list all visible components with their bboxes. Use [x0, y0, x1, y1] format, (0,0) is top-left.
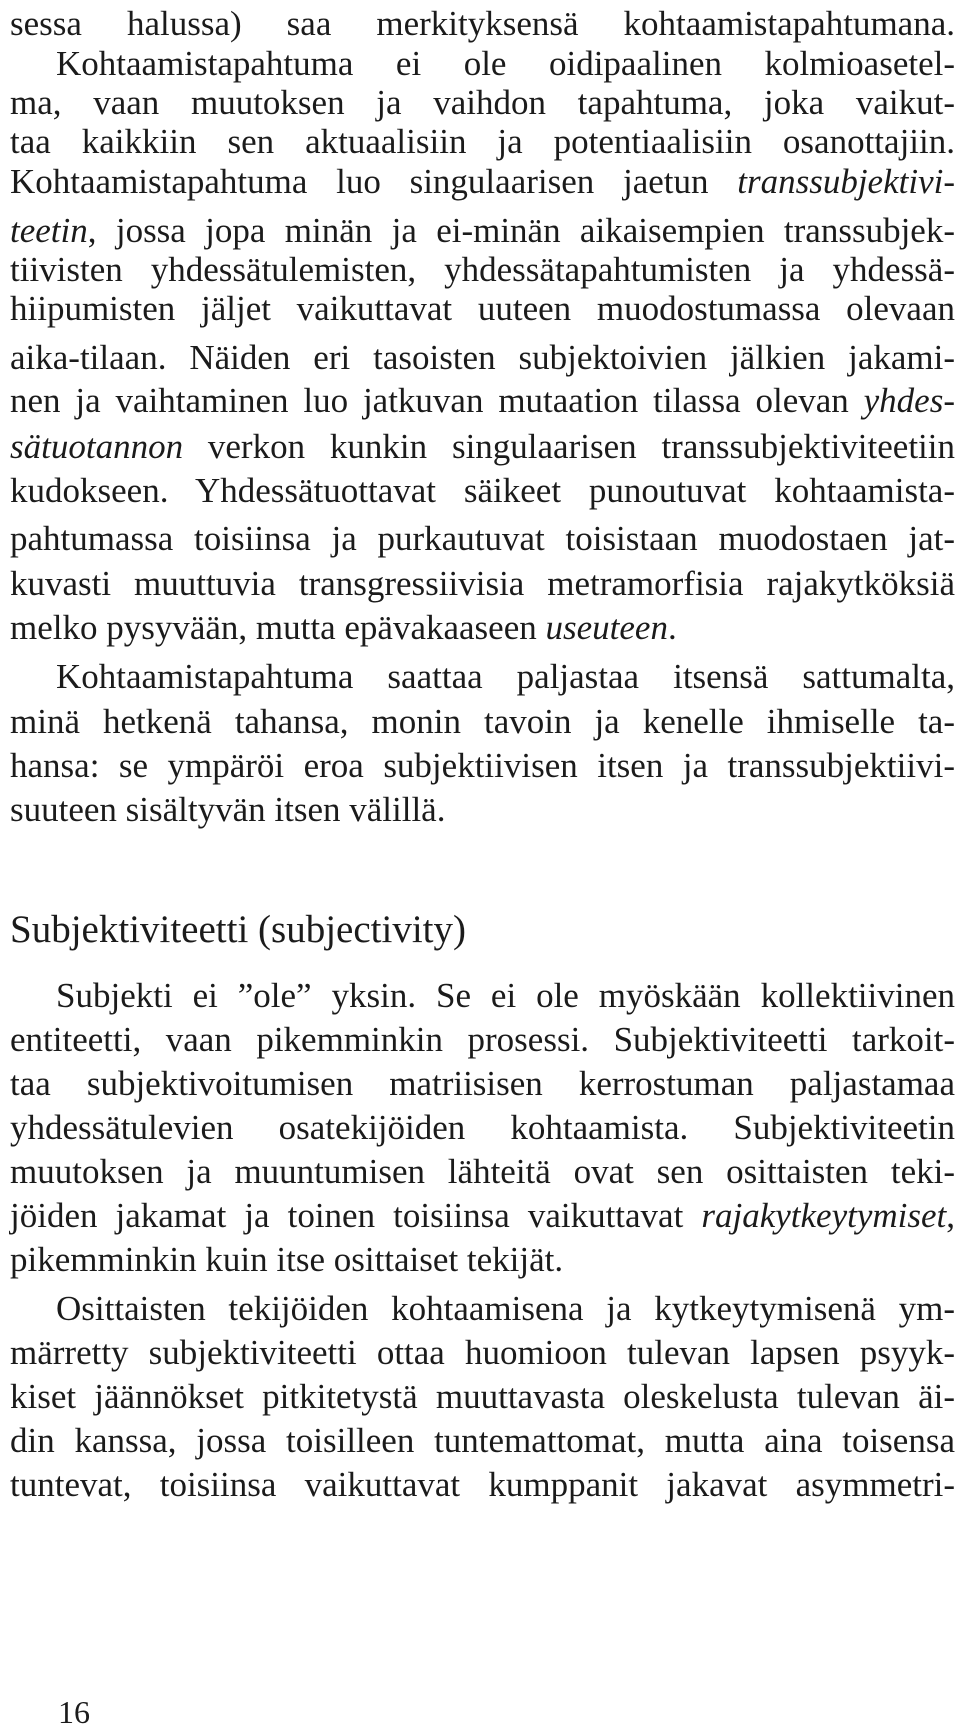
- italic-term: yhdes-: [863, 381, 955, 420]
- text-line: tiivisten yhdessätulemisten, yhdessätapahtumisten ja yhdessä-: [10, 250, 955, 289]
- text-segment: .: [667, 608, 677, 647]
- text-line: tuntevat, toisiinsa vaikuttavat kumppanit jakavat asymmetri-: [10, 1465, 955, 1504]
- text-line: hiipumisten jäljet vaikuttavat uuteen muodostumassa olevaan: [10, 289, 955, 328]
- text-segment: , jossa jopa minän ja ei-minän aikaisempien transsubjek-: [87, 211, 955, 250]
- text-line: hansa: se ympäröi eroa subjektiivisen itsen ja transsubjektiivi-: [10, 746, 955, 785]
- text-line: kudokseen. Yhdessätuottavat säikeet punoutuvat kohtaamista-: [10, 471, 955, 510]
- text-line: taa subjektivoitumisen matriisisen kerrostuman paljastamaa: [10, 1064, 955, 1103]
- text-line: entiteetti, vaan pikemminkin prosessi. Subjektiviteetti tarkoit-: [10, 1020, 955, 1059]
- text-line: aika-tilaan. Näiden eri tasoisten subjektoivien jälkien jakami-: [10, 338, 955, 377]
- text-line: [10, 377, 955, 425]
- section-heading: Subjektiviteetti (subjectivity): [10, 908, 467, 951]
- text-line: taa kaikkiin sen aktuaalisiin ja potentiaalisiin osanottajiin.: [10, 122, 955, 161]
- text-line: muutoksen ja muuntumisen lähteitä ovat sen osittaisten teki-: [10, 1152, 955, 1191]
- text-line: Osittaisten tekijöiden kohtaamisena ja kytkeytymisenä ym-: [56, 1289, 955, 1328]
- italic-term: teetin: [10, 211, 88, 250]
- text-line: kiset jäännökset pitkitetystä muuttavasta oleskelusta tulevan äi-: [10, 1377, 955, 1416]
- text-line: pikemminkin kuin itse osittaiset tekijät.: [10, 1240, 564, 1279]
- text-line: [10, 423, 955, 471]
- italic-term: sätuotannon: [10, 427, 184, 466]
- text-segment: Kohtaamistapahtuma luo singulaarisen jaetun: [10, 162, 709, 201]
- text-segment: jöiden jakamat ja toinen toisiinsa vaikuttavat: [10, 1196, 684, 1235]
- text-line: sessa halussa) saa merkityksensä kohtaamistapahtumana.: [10, 4, 955, 43]
- text-line: [10, 158, 955, 206]
- text-line: ma, vaan muutoksen ja vaihdon tapahtuma, joka vaikut-: [10, 83, 955, 122]
- text-line: Kohtaamistapahtuma ei ole oidipaalinen kolmioasetel-: [56, 44, 955, 83]
- page-number: 16: [58, 1694, 90, 1730]
- text-segment: melko pysyvään, mutta epävakaaseen: [10, 608, 537, 647]
- text-line: Subjekti ei ”ole” yksin. Se ei ole myöskään kollektiivinen: [56, 976, 955, 1015]
- text-line: märretty subjektiviteetti ottaa huomioon tulevan lapsen psyyk-: [10, 1333, 955, 1372]
- text-segment: nen ja vaihtaminen luo jatkuvan mutaation tilassa olevan: [10, 381, 849, 420]
- text-line: [10, 604, 955, 652]
- text-line: Kohtaamistapahtuma saattaa paljastaa itsensä sattumalta,: [56, 657, 955, 696]
- text-segment: verkon kunkin singulaarisen transsubjektiviteetiin: [183, 427, 955, 466]
- italic-term: rajakytkeytymiset: [701, 1196, 947, 1235]
- italic-term: transsubjektivi-: [737, 162, 955, 201]
- italic-term: useuteen: [545, 608, 668, 647]
- text-segment: ,: [946, 1196, 955, 1235]
- text-line: din kanssa, jossa toisilleen tuntemattomat, mutta aina toisensa: [10, 1421, 955, 1460]
- text-line: [10, 1192, 955, 1240]
- text-line: kuvasti muuttuvia transgressiivisia metramorfisia rajakytköksiä: [10, 564, 955, 603]
- text-line: pahtumassa toisiinsa ja purkautuvat toisistaan muodostaen jat-: [10, 519, 955, 558]
- text-line: minä hetkenä tahansa, monin tavoin ja kenelle ihmiselle ta-: [10, 702, 955, 741]
- text-line: suuteen sisältyvän itsen välillä.: [10, 790, 446, 829]
- text-line: yhdessätulevien osatekijöiden kohtaamista. Subjektiviteetin: [10, 1108, 955, 1147]
